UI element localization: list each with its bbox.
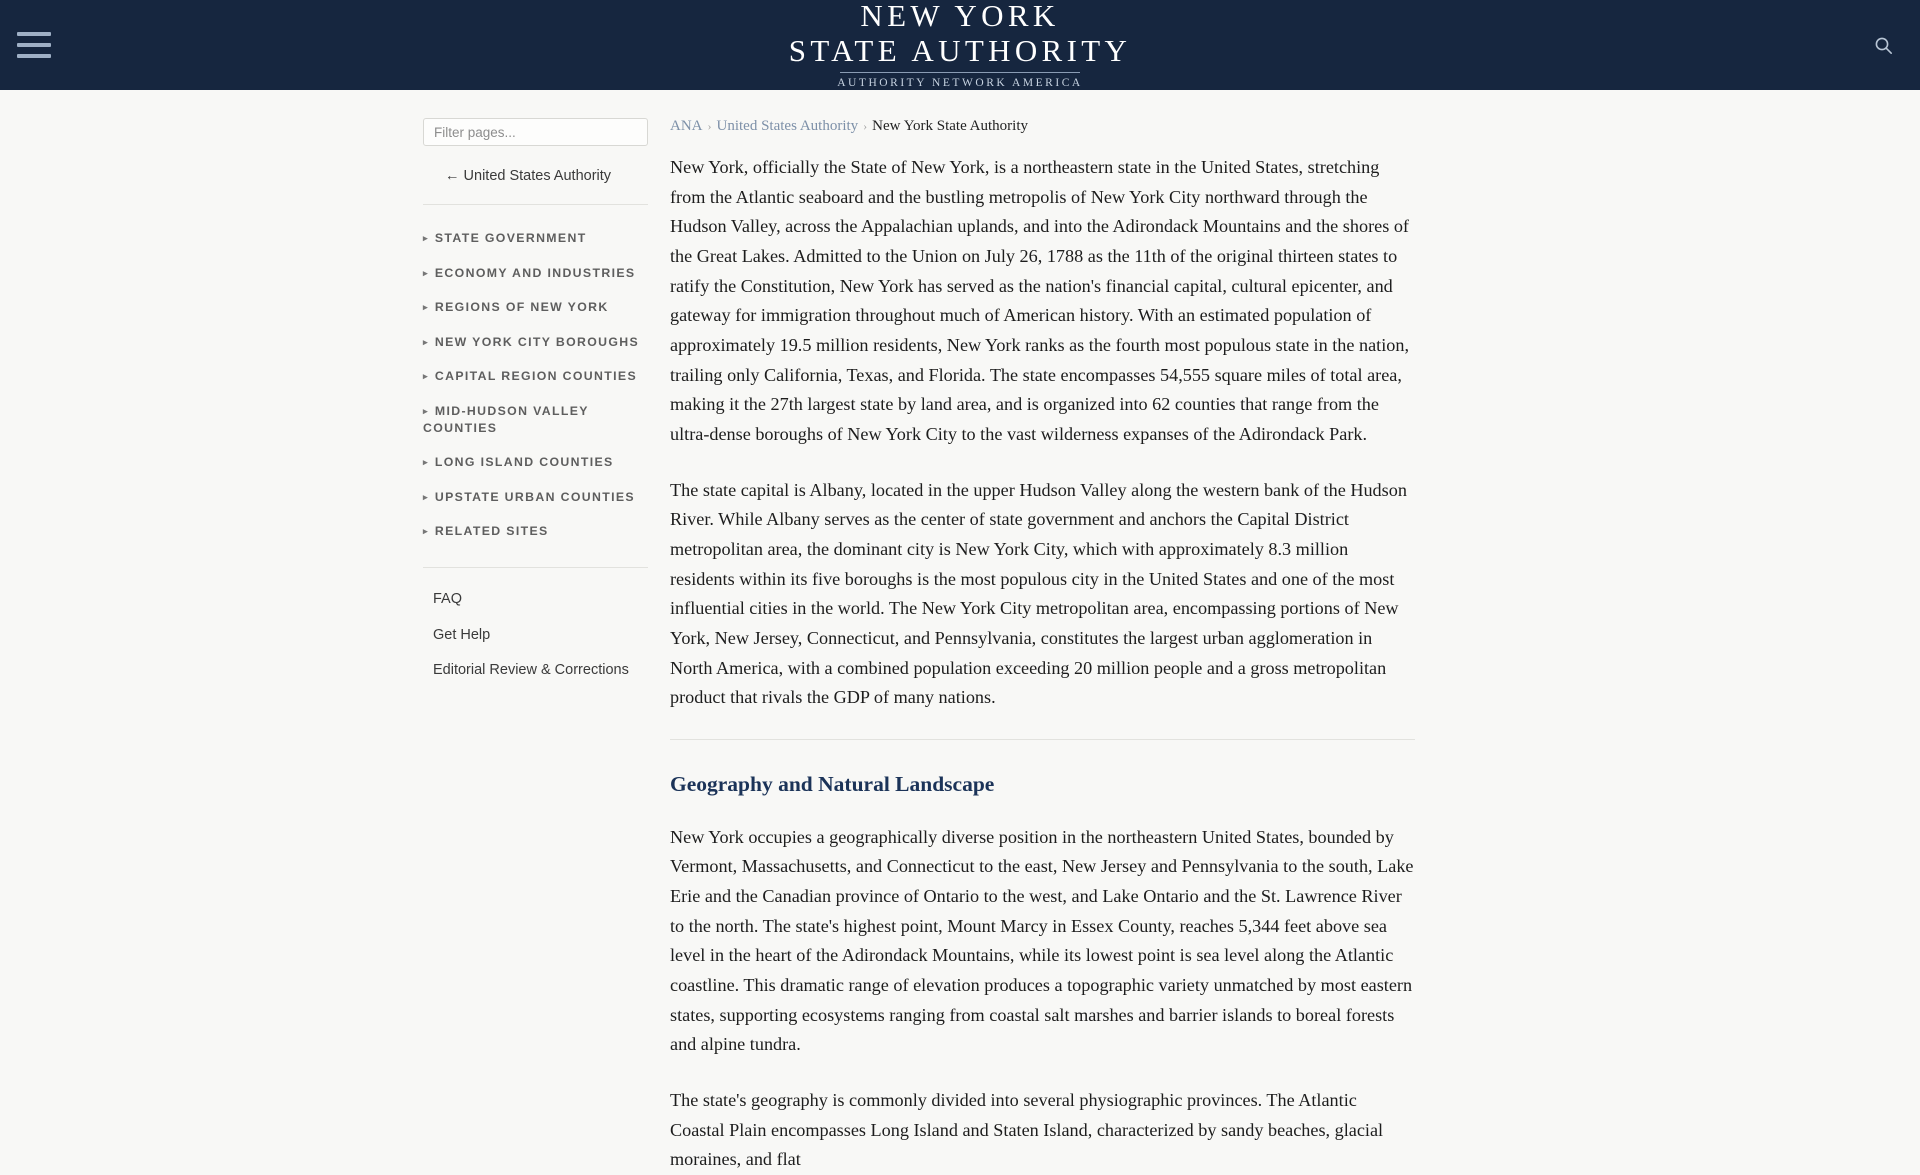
sidebar-section-capital-region-counties[interactable] [423,359,648,394]
hamburger-bar [17,32,51,36]
chevron-right-icon: ▸ [423,405,429,416]
article-container [670,118,1415,1175]
sidebar-section-label: STATE GOVERNMENT [434,231,587,245]
breadcrumb-separator: › [863,119,868,133]
sidebar-section-label: MID-HUDSON VALLEY COUNTIES [423,403,589,435]
breadcrumb-item-united-states-authority[interactable]: United States Authority [716,118,859,134]
chevron-right-icon: ▸ [423,491,429,502]
sidebar-section-label: ECONOMY AND INDUSTRIES [434,265,636,280]
site-title-line2: STATE AUTHORITY [788,33,1132,69]
sidebar-section-upstate-urban-counties[interactable] [423,480,648,515]
filter-pages-input[interactable] [423,118,648,146]
sidebar-section-label: RELATED SITES [434,524,549,539]
article-paragraph-intro-2: The state capital is Albany, located in the upper Hudson Valley along the western bank of the Hudson River. While Albany serves as the center of state government and anchors the Capital District metropolitan area, the dominant city is New York City, which with approximately 8.3 million residents within its five boroughs is the most populous city in the United States and one of the most influential cities in the world. The New York City metropolitan area, encompassing portions of New York, New Jersey, Connecticut, and Pennsylvania, constitutes the largest urban agglomeration in North America, with a combined population exceeding 20 million people and a gross metropolitan product that rivals the GDP of many nations. [670,479,1407,708]
sidebar-section-label: LONG ISLAND COUNTIES [434,455,614,470]
sidebar-section-label: CAPITAL REGION COUNTIES [434,369,638,384]
chevron-right-icon: ▸ [423,336,429,347]
breadcrumb-current-page: New York State Authority [872,118,1029,134]
sidebar-section-label: REGIONS OF NEW YORK [434,300,609,315]
sidebar-section-label: UPSTATE URBAN COUNTIES [434,489,635,504]
sidebar-nav [423,205,648,549]
chevron-right-icon: ▸ [423,371,429,382]
search-glyph [1874,36,1893,55]
sidebar-section-economy-and-industries[interactable] [423,256,648,291]
site-header [0,0,1920,90]
breadcrumb-item-ana[interactable]: ANA [670,118,703,134]
site-title-line1: NEW YORK [860,0,1060,34]
sidebar-divider [423,567,648,568]
page-body [0,90,1920,1170]
site-branding [789,0,1131,90]
chevron-right-icon: ▸ [423,233,429,243]
search-icon[interactable] [1866,28,1900,62]
breadcrumb-separator: › [707,119,712,133]
sidebar-link-get-help[interactable]: Get Help [433,626,491,643]
back-to-parent-link[interactable]: ← United States Authority [423,168,648,205]
sidebar-section-related-sites[interactable] [423,514,648,549]
sidebar-section-long-island-counties[interactable] [423,445,648,480]
sidebar-section-mid-hudson-valley-counties[interactable] [423,394,648,445]
sidebar-section-new-york-city-boroughs[interactable] [423,325,648,360]
chevron-right-icon: ▸ [423,457,429,468]
hamburger-bar [17,54,51,58]
breadcrumb [670,118,1415,135]
brand-divider [840,72,1080,73]
sidebar-section-state-government[interactable] [423,221,648,256]
site-tagline: AUTHORITY NETWORK AMERICA [837,77,1083,90]
sidebar-link-editorial-review[interactable]: Editorial Review & Corrections [433,662,629,679]
section-divider [670,739,1415,740]
sidebar-section-regions-of-new-york[interactable] [423,290,648,325]
sidebar-section-label: NEW YORK CITY BOROUGHS [434,334,640,349]
hamburger-bar [17,43,51,47]
sidebar [0,90,670,1080]
chevron-right-icon: ▸ [423,302,429,313]
sidebar-link-faq[interactable]: FAQ [433,590,463,607]
article-paragraph-geography-1: New York occupies a geographically diverse position in the northeastern United States, bounded by Vermont, Massachusetts, and Connecticut to the east, New Jersey and Pennsylvania to the south, Lake Erie and the Canadian province of Ontario to the west, and Lake Ontario and the St. Lawrence River to the north. The state's highest point, Mount Marcy in Essex County, reaches 5,344 feet above sea level in the heart of the Adirondack Mountains, while its lowest point is sea level along the Atlantic coastline. This dramatic range of elevation produces a topographic variety unmatched by most eastern states, supporting ecosystems ranging from coastal salt marshes and barrier islands to boreal forests and alpine tundra. [670,826,1414,1055]
chevron-right-icon: ▸ [423,526,429,537]
sidebar-content [423,118,648,1080]
hamburger-icon[interactable] [17,32,51,58]
section-heading-geography: Geography and Natural Landscape [670,771,995,796]
article-paragraph-geography-2: The state's geography is commonly divided into several physiographic provinces. The Atlantic Coastal Plain encompasses Long Island and Staten Island, characterized by sandy beaches, glacial moraines, and flat [670,1090,1384,1170]
article-paragraph-intro-1: New York, officially the State of New York, is a northeastern state in the United States, stretching from the Atlantic seaboard and the bustling metropolis of New York City northward through the Hudson Valley, across the Appalachian uplands, and into the Adirondack Mountains and the shores of the Great Lakes. Admitted to the Union on July 26, 1788 as the 11th of the original thirteen states to ratify the Constitution, New York has served as the nation's financial capital, cultural epicenter, and gateway for immigration throughout much of American history. With an estimated population of approximately 19.5 million residents, New York ranks as the fourth most populous state in the nation, trailing only California, Texas, and Florida. The state encompasses 54,555 square miles of total area, making it the 27th largest state by land area, and is organized into 62 counties that range from the ultra-dense boroughs of New York City to the vast wilderness expanses of the Adirondack Park. [670,157,1410,444]
main-content [670,90,1920,1170]
chevron-right-icon: ▸ [423,267,429,278]
